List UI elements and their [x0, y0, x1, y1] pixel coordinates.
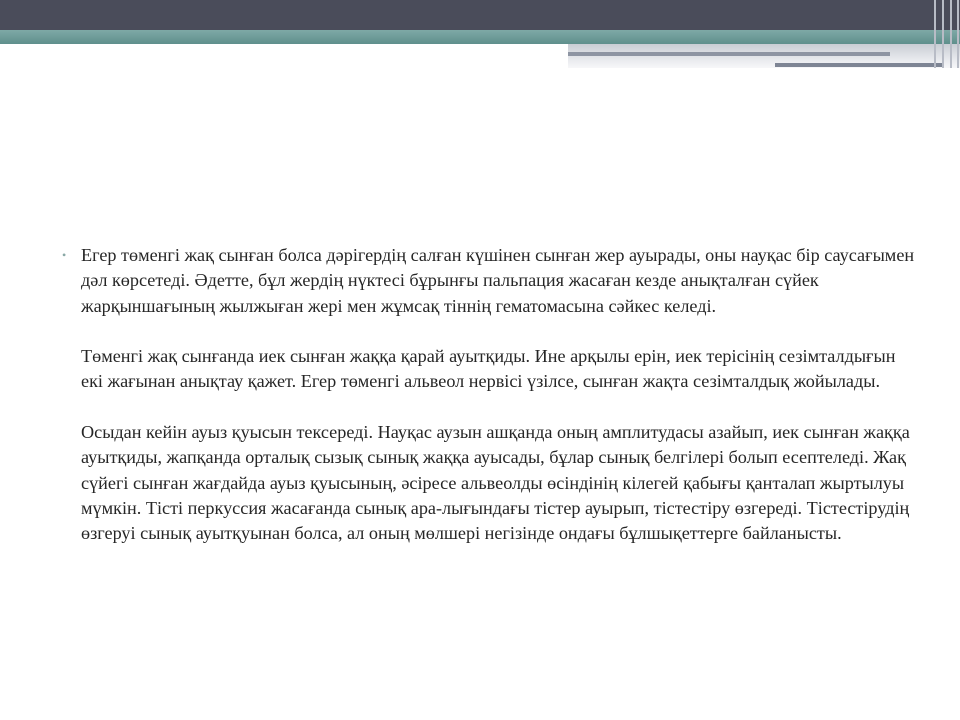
header-vertical-lines — [930, 0, 960, 68]
header-teal-band — [0, 30, 960, 44]
bullet-dot-icon: • — [62, 248, 67, 262]
paragraph-2: Төменгі жақ сынғанда иек сынған жаққа қарай ауытқиды. Ине арқылы ерін, иек терісінің сезімталдығын екі жағынан анықтау қажет. Егер төменгі альвеол нервісі үзілсе, сынған жақта сезімталдық жойылады. — [81, 346, 896, 392]
slide-body — [60, 243, 916, 547]
paragraph-1: Егер төменгі жақ сынған болса дәрігердің салған күшінен сынған жер ауырады, оны науқас бір саусағымен дәл көрсетеді. Әдетте, бұл жердің нүктесі бұрынғы пальпация жасаған кезде анықталған сүйек жарқыншағының жылжыған жері мен жұмсақ тіннің гематомасына сәйкес келеді. — [81, 245, 915, 316]
header-stripe-line-short — [775, 63, 943, 67]
header-dark-bar — [0, 0, 960, 30]
paragraph-3: Осыдан кейін ауыз қуысын тексереді. Науқас аузын ашқанда оның амплитудасы азайып, иек сынған жаққа ауытқиды, жапқанда орталық сызық сынық жаққа ауысады, бұлар сынық белгілері болып есептеледі. Жақ сүйегі сынған жағдайда ауыз қуысының, әсіресе альвеолды өсіндінің кілегей қабығы қанталап жыртылуы мүмкін. Тісті перкуссия жасағанда сынық ара-лығындағы тістер ауырып, тістестіру өзгереді. Тістестірудің өзгеруі сынық ауытқуынан болса, ал оның мөлшері негізінде ондағы бұлшықеттерге байланысты. — [81, 422, 910, 544]
bullet-item — [60, 243, 916, 547]
header-stripe-line — [568, 52, 890, 56]
